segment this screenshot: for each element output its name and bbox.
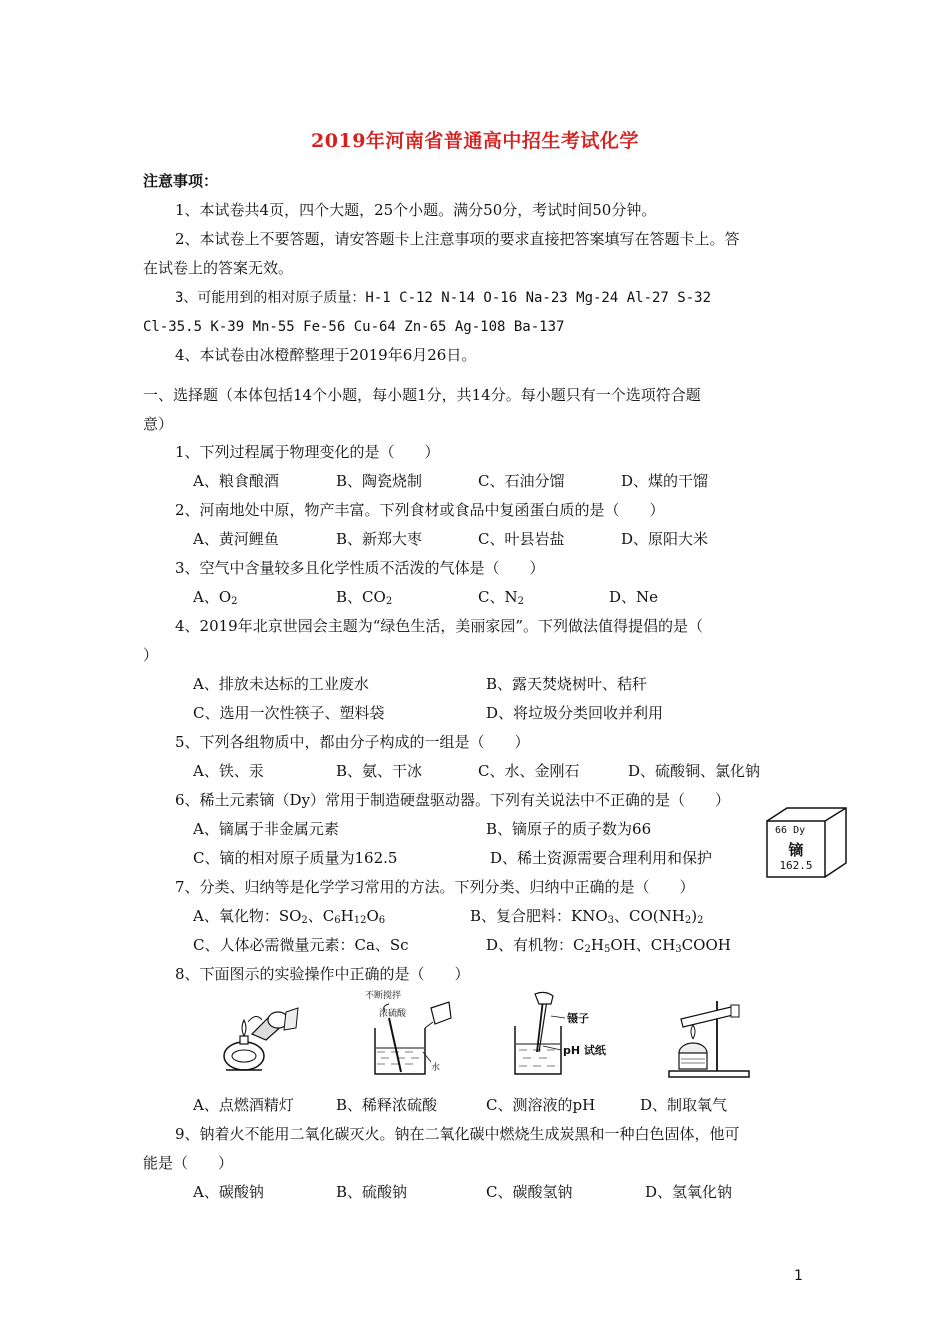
q9-option-c: C、碳酸氢钠 <box>486 1183 573 1201</box>
q8-option-c: C、测溶液的pH <box>486 1096 596 1114</box>
q6-option-c: C、镝的相对原子质量为162.5 <box>193 849 398 867</box>
page-number: 1 <box>794 1268 803 1284</box>
figure-b-label-stir: 不断搅拌 <box>365 991 402 1001</box>
figure-c-drawing <box>505 990 615 1080</box>
q6-stem: 6、稀土元素镝（Dy）常用于制造硬盘驱动器。下列有关说法中不正确的是（ ） <box>175 791 731 809</box>
figure-c-label-ph-paper: pH 试纸 <box>563 1044 606 1057</box>
q7-option-c: C、人体必需微量元素：Ca、Sc <box>193 936 409 954</box>
figure-c-label-tweezers: 镊子 <box>567 1012 589 1025</box>
q8-option-d: D、制取氧气 <box>640 1096 728 1114</box>
q3-option-a: A、$O_2$ <box>193 588 238 607</box>
q8-option-a: A、点燃酒精灯 <box>193 1096 294 1114</box>
q1-option-d: D、煤的干馏 <box>621 472 709 490</box>
q1-stem: 1、下列过程属于物理变化的是（ ） <box>175 443 440 461</box>
q7-option-b: B、复合肥料：$KNO_3$、$CO(NH_2)_2$ <box>470 907 704 926</box>
figure-a-alcohol-lamp <box>212 998 302 1078</box>
figure-b-label-water: 水 <box>431 1063 441 1073</box>
q9-stem: 9、钠着火不能用二氧化碳灭火。钠在二氧化碳中燃烧生成炭黑和一种白色固体，他可 <box>175 1125 740 1143</box>
q5-stem: 5、下列各组物质中，都由分子构成的一组是（ ） <box>175 733 530 751</box>
exam-title: 2019年河南省普通高中招生考试化学 <box>311 130 639 152</box>
q1-option-a: A、粮食酿酒 <box>193 472 279 490</box>
q5-option-b: B、氨、干冰 <box>336 762 423 780</box>
q4-option-d: D、将垃圾分类回收并利用 <box>486 704 664 722</box>
notice-item-4: 4、本试卷由冰橙醉整理于2019年6月26日。 <box>175 346 477 364</box>
q5-option-c: C、水、金刚石 <box>478 762 580 780</box>
q3-stem: 3、空气中含量较多且化学性质不活泼的气体是（ ） <box>175 559 545 577</box>
dysprosium-element-card <box>766 807 848 879</box>
q6-option-d: D、稀土资源需要合理利用和保护 <box>490 849 713 867</box>
element-number-symbol: 66 Dy <box>775 825 806 836</box>
q7-stem: 7、分类、归纳等是化学学习常用的方法。下列分类、归纳中正确的是（ ） <box>175 878 695 896</box>
q7-option-a: A、氧化物：$SO_2$、$C_6H_{12}O_6$ <box>193 907 386 926</box>
q6-option-a: A、镝属于非金属元素 <box>193 820 339 838</box>
q6-option-b: B、镝原子的质子数为66 <box>486 820 652 838</box>
q2-option-d: D、原阳大米 <box>621 530 709 548</box>
q3-option-b: B、$CO_2$ <box>336 588 393 607</box>
q2-option-b: B、新郑大枣 <box>336 530 423 548</box>
notice-heading: 注意事项： <box>143 172 219 190</box>
q4-stem: 4、2019年北京世园会主题为“绿色生活，美丽家园”。下列做法值得提倡的是（ <box>175 617 704 635</box>
q5-option-d: D、硫酸铜、氯化钠 <box>628 762 761 780</box>
q4-stem-cont: ） <box>143 646 159 664</box>
figure-b-dilute-acid <box>345 988 455 1080</box>
figure-b-label-acid: 浓硫酸 <box>379 1009 407 1019</box>
notice-item-3 <box>175 286 711 309</box>
section1-intro-cont: 意） <box>143 415 174 433</box>
element-name: 镝 <box>788 841 804 859</box>
q9-option-d: D、氢氧化钠 <box>645 1183 733 1201</box>
q4-option-a: A、排放未达标的工业废水 <box>193 675 369 693</box>
q3-option-c: C、$N_2$ <box>478 588 524 607</box>
q8-stem: 8、下面图示的实验操作中正确的是（ ） <box>175 965 470 983</box>
figure-c-measure-ph <box>505 990 615 1080</box>
notice-item-2-cont: 在试卷上的答案无效。 <box>143 259 294 277</box>
q9-stem-cont: 能是（ ） <box>143 1154 234 1172</box>
notice-item-3-cont <box>143 315 564 338</box>
notice-item-1: 1、本试卷共4页，四个大题，25个小题。满分50分，考试时间50分钟。 <box>175 201 657 219</box>
q5-option-a: A、铁、汞 <box>193 762 264 780</box>
q8-option-b: B、稀释浓硫酸 <box>336 1096 438 1114</box>
q4-option-c: C、选用一次性筷子、塑料袋 <box>193 704 385 722</box>
q2-option-a: A、黄河鲤鱼 <box>193 530 279 548</box>
q1-option-c: C、石油分馏 <box>478 472 565 490</box>
q3-option-d: D、Ne <box>609 588 659 606</box>
q7-option-d: D、有机物：$C_2H_5OH$、$CH_3COOH$ <box>486 936 731 955</box>
element-mass: 162.5 <box>779 859 813 872</box>
atomic-masses-line1: 3、可能用到的相对原子质量：H-1 C-12 N-14 O-16 Na-23 Mg-24 Al-27 S-32 <box>175 290 712 306</box>
section1-intro: 一、选择题（本体包括14个小题，每小题1分，共14分。每小题只有一个选项符合题 <box>143 386 701 404</box>
notice-item-2: 2、本试卷上不要答题，请安答题卡上注意事项的要求直接把答案填写在答题卡上。答 <box>175 230 740 248</box>
q2-stem: 2、河南地处中原，物产丰富。下列食材或食品中复函蛋白质的是（ ） <box>175 501 665 519</box>
q1-option-b: B、陶瓷烧制 <box>336 472 423 490</box>
q9-option-a: A、碳酸钠 <box>193 1183 264 1201</box>
q2-option-c: C、叶县岩盐 <box>478 530 565 548</box>
atomic-masses-line2: Cl-35.5 K-39 Mn-55 Fe-56 Cu-64 Zn-65 Ag-108 Ba-137 <box>143 319 565 335</box>
figure-d-produce-oxygen <box>665 993 755 1079</box>
q4-option-b: B、露天焚烧树叶、秸秆 <box>486 675 648 693</box>
q9-option-b: B、硫酸钠 <box>336 1183 408 1201</box>
